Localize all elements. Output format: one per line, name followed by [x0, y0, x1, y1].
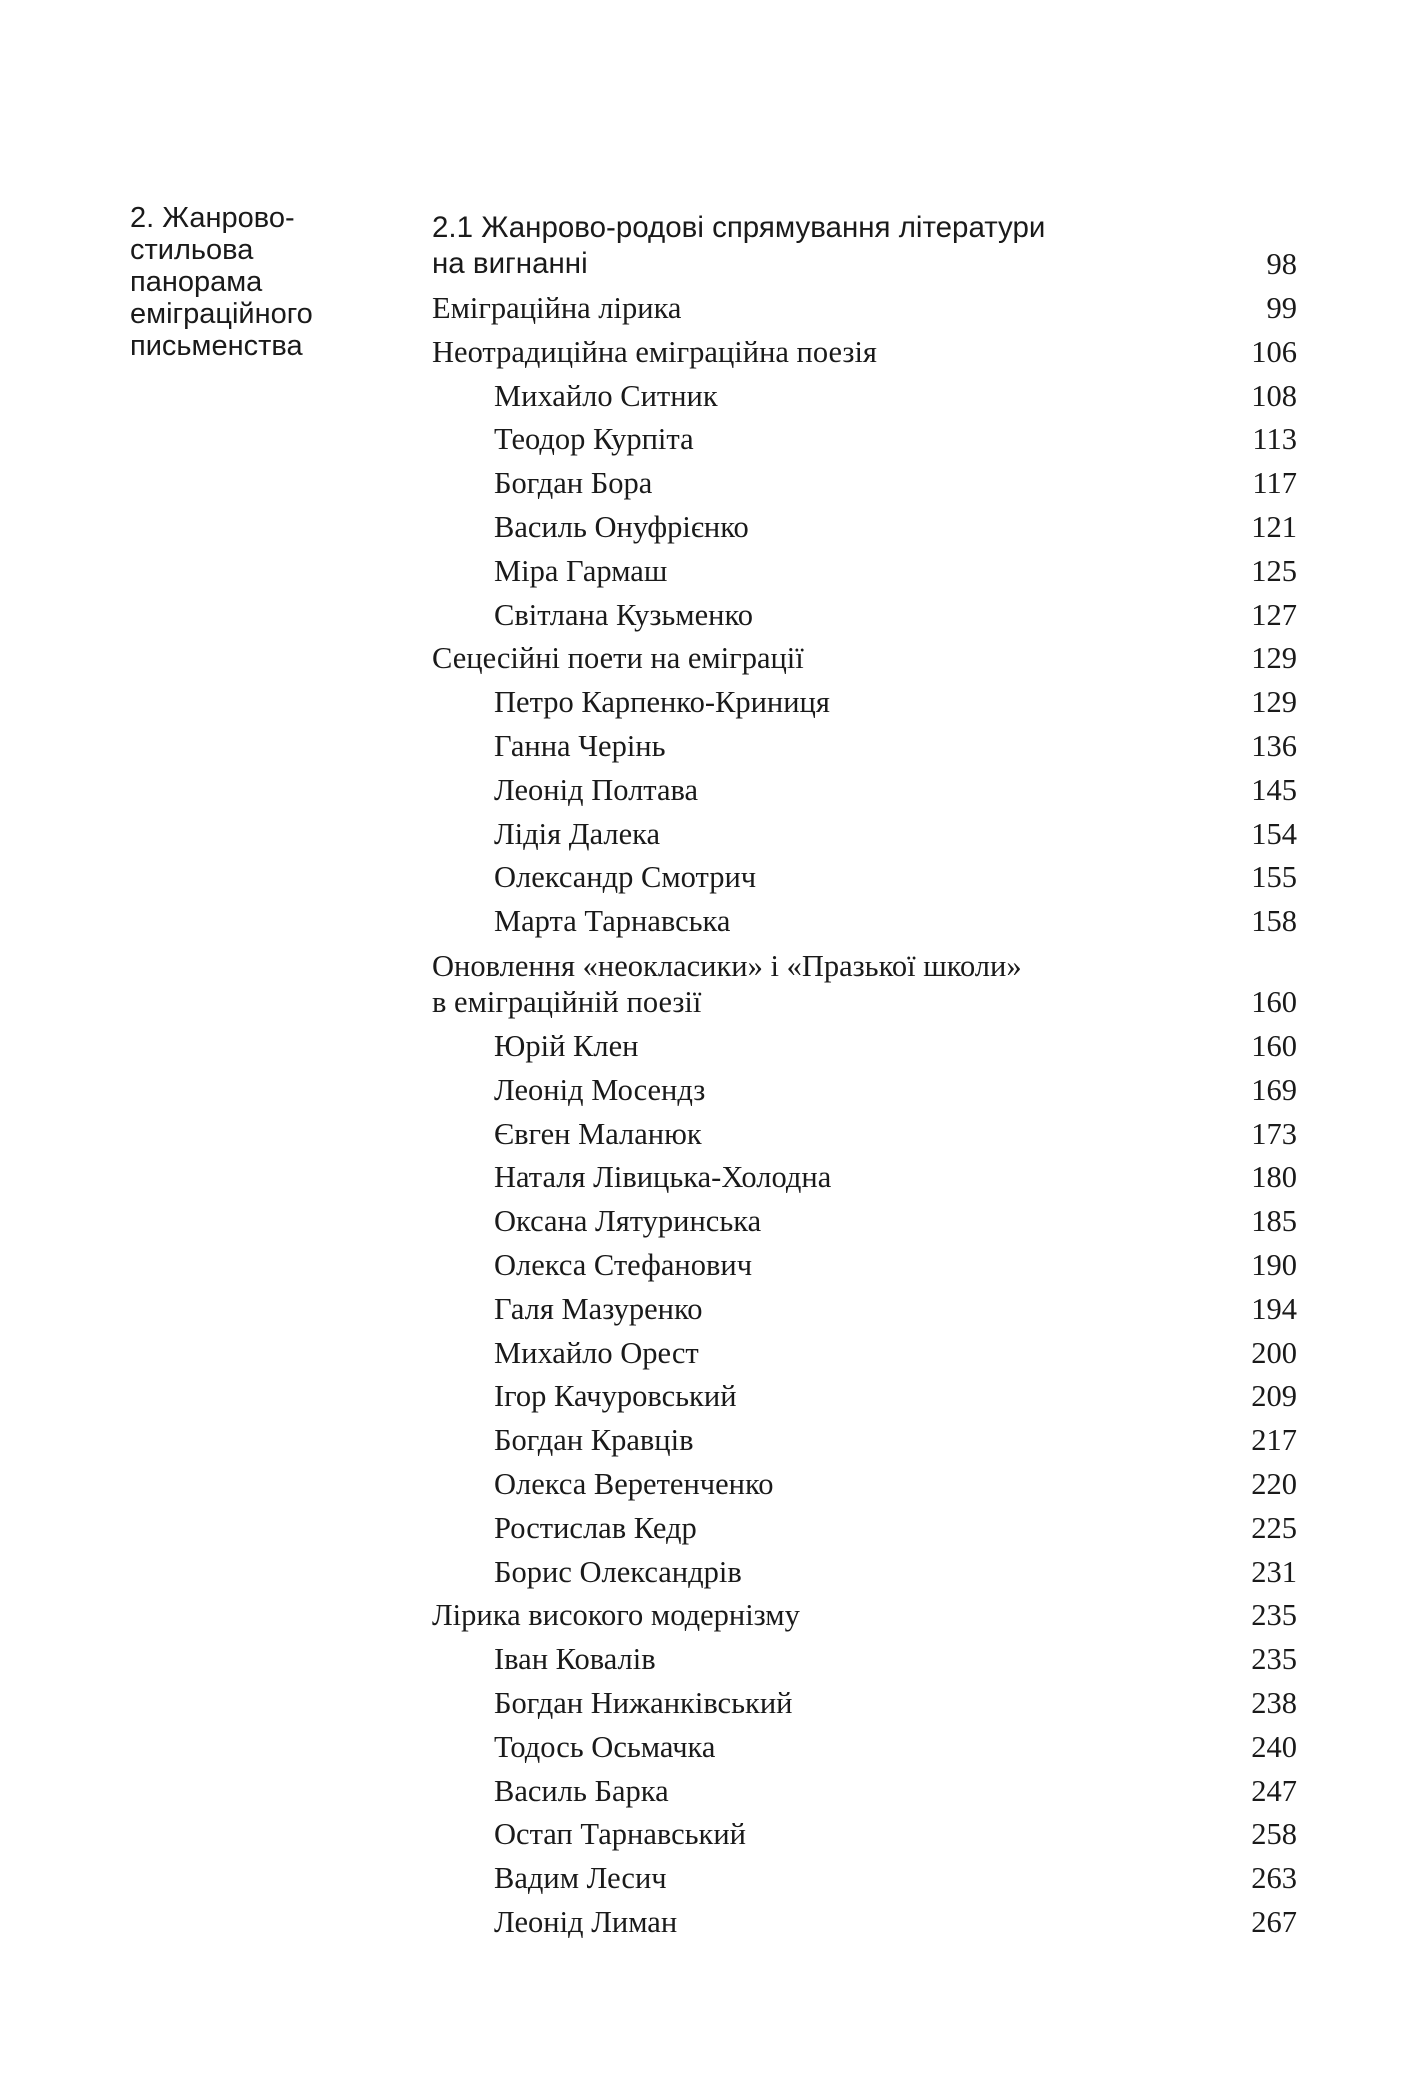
toc-entry-label: Богдан Бора — [494, 466, 653, 501]
toc-page-number: 160 — [1251, 1028, 1297, 1063]
toc-page-number: 127 — [1251, 597, 1297, 632]
toc-page-number: 169 — [1251, 1072, 1297, 1107]
toc-entry-label: Тодось Осьмачка — [494, 1729, 716, 1764]
toc-page-number: 235 — [1251, 1598, 1297, 1633]
toc-entry-label: Оксана Лятуринська — [494, 1204, 762, 1239]
toc-author-entry[interactable] — [432, 1200, 1297, 1244]
toc-page-number: 263 — [1251, 1861, 1297, 1896]
toc-heading-entry[interactable] — [432, 948, 1297, 1020]
toc-entry-label: Міра Гармаш — [494, 553, 668, 588]
toc-page-number: 225 — [1251, 1510, 1297, 1545]
toc-author-entry[interactable] — [432, 1638, 1297, 1682]
toc-author-entry[interactable] — [432, 900, 1297, 944]
toc-page-number: 220 — [1251, 1466, 1297, 1501]
toc-entry-label: Василь Онуфрієнко — [494, 509, 749, 544]
toc-entry-label: Теодор Курпіта — [494, 422, 694, 457]
toc-entry-label: Богдан Кравців — [494, 1423, 694, 1458]
section-title-line: стильова — [130, 234, 254, 266]
toc-author-entry[interactable] — [432, 681, 1297, 725]
toc-author-entry[interactable] — [432, 1375, 1297, 1419]
toc-author-entry[interactable] — [432, 1507, 1297, 1551]
toc-page-number: 136 — [1251, 728, 1297, 763]
section-title — [130, 202, 370, 362]
toc-entry-label: Вадим Лесич — [494, 1861, 667, 1896]
toc-author-entry[interactable] — [432, 375, 1297, 419]
toc-author-entry[interactable] — [432, 725, 1297, 769]
toc-entry-label: Леонід Мосендз — [494, 1072, 706, 1107]
toc-page-number: 209 — [1251, 1379, 1297, 1414]
toc-page-number: 190 — [1251, 1247, 1297, 1282]
toc-author-entry[interactable] — [432, 550, 1297, 594]
toc-entry-label: Світлана Кузьменко — [494, 597, 753, 632]
toc-page-number: 99 — [1266, 291, 1297, 325]
toc-entry-label: Ростислав Кедр — [494, 1510, 697, 1545]
toc-entry-label: 2.1 Жанрово-родові спрямування літератури — [432, 211, 1046, 244]
toc-page-number: 129 — [1251, 685, 1297, 720]
toc-entry-label: Оновлення «неокласики» і «Празької школи» — [432, 948, 1022, 983]
toc-author-entry[interactable] — [432, 1463, 1297, 1507]
toc-entry-label: Галя Мазуренко — [494, 1291, 703, 1326]
toc-entry-label: Лірика високого модернізму — [432, 1598, 800, 1633]
toc-page-number: 129 — [1251, 641, 1297, 676]
toc-page-number: 247 — [1251, 1773, 1297, 1808]
toc-page-number: 98 — [1266, 247, 1297, 281]
toc-heading-entry[interactable] — [432, 331, 1297, 375]
toc-page-number: 185 — [1251, 1204, 1297, 1239]
toc-entry-label: Юрій Клен — [494, 1028, 639, 1063]
toc-entry-label: Сецесійні поети на еміграції — [432, 641, 804, 676]
toc-entry-label: Олександр Смотрич — [494, 860, 757, 895]
toc-page-number: 125 — [1251, 553, 1297, 588]
toc-author-entry[interactable] — [432, 506, 1297, 550]
toc-entry-label: Олекса Веретенченко — [494, 1466, 774, 1501]
toc-page-number: 200 — [1251, 1335, 1297, 1370]
toc-entry-label: Василь Барка — [494, 1773, 669, 1808]
toc-entry-label: Леонід Лиман — [494, 1904, 678, 1939]
toc-page-number: 235 — [1251, 1642, 1297, 1677]
toc-entry-label: Остап Тарнавський — [494, 1817, 746, 1852]
toc-entry-label: Іван Ковалів — [494, 1642, 656, 1677]
toc-author-entry[interactable] — [432, 1419, 1297, 1463]
toc-entry-label: Лідія Далека — [494, 816, 661, 851]
toc-author-entry[interactable] — [432, 813, 1297, 857]
toc-author-entry[interactable] — [432, 1726, 1297, 1770]
toc-author-entry[interactable] — [432, 1244, 1297, 1288]
toc-entry-label: Борис Олександрів — [494, 1554, 742, 1589]
toc-page-number: 113 — [1252, 422, 1297, 457]
toc-entry-label: на вигнанні — [432, 247, 588, 280]
toc-page-number: 155 — [1251, 860, 1297, 895]
toc-author-entry[interactable] — [432, 1332, 1297, 1376]
toc-page-number: 267 — [1251, 1904, 1297, 1939]
toc-heading-entry[interactable] — [432, 637, 1297, 681]
toc-page-number: 217 — [1251, 1423, 1297, 1458]
toc-heading-entry[interactable] — [432, 1594, 1297, 1638]
toc-entry-label: Михайло Орест — [494, 1335, 699, 1370]
toc-page-number: 173 — [1251, 1116, 1297, 1151]
toc-page-number: 106 — [1251, 334, 1297, 369]
toc-entry-label: Ганна Черінь — [494, 728, 666, 763]
toc-heading-entry[interactable] — [432, 287, 1297, 331]
toc-entry-label: Ігор Качуровський — [494, 1379, 737, 1414]
toc-author-entry[interactable] — [432, 1113, 1297, 1157]
toc-author-entry[interactable] — [432, 1156, 1297, 1200]
toc-entry-label: в еміграційній поезії — [432, 984, 702, 1019]
toc-author-entry[interactable] — [432, 1025, 1297, 1069]
toc-author-entry[interactable] — [432, 1813, 1297, 1857]
toc-page-number: 194 — [1251, 1291, 1297, 1326]
toc-author-entry[interactable] — [432, 462, 1297, 506]
toc-entry-label: Олекса Стефанович — [494, 1247, 753, 1282]
toc-page-number: 108 — [1251, 378, 1297, 413]
toc-entry-label: Михайло Ситник — [494, 378, 718, 413]
toc-entry-label: Неотрадиційна еміграційна поезія — [432, 334, 877, 369]
toc-heading-entry[interactable] — [432, 210, 1297, 282]
toc-author-entry[interactable] — [432, 1770, 1297, 1814]
toc-author-entry[interactable] — [432, 856, 1297, 900]
toc-author-entry[interactable] — [432, 1682, 1297, 1726]
toc-page-number: 160 — [1251, 984, 1297, 1019]
toc-entry-label: Євген Маланюк — [494, 1116, 702, 1151]
toc-entry-label: Петро Карпенко-Криниця — [494, 685, 830, 720]
toc-page-number: 238 — [1251, 1685, 1297, 1720]
toc-page-number: 121 — [1251, 509, 1297, 544]
toc-page-number: 240 — [1251, 1729, 1297, 1764]
toc-author-entry[interactable] — [432, 1069, 1297, 1113]
toc-author-entry[interactable] — [432, 1901, 1297, 1945]
toc-author-entry[interactable] — [432, 418, 1297, 462]
table-of-contents — [432, 210, 1297, 1945]
toc-entry-label: Еміграційна лірика — [432, 291, 682, 325]
section-title-line: панорама — [130, 266, 263, 298]
toc-entry-label: Богдан Нижанківський — [494, 1685, 793, 1720]
toc-page-number: 145 — [1251, 772, 1297, 807]
toc-page-number: 258 — [1251, 1817, 1297, 1852]
toc-entry-label: Марта Тарнавська — [494, 904, 731, 939]
toc-page-number: 231 — [1251, 1554, 1297, 1589]
toc-author-entry[interactable] — [432, 594, 1297, 638]
toc-author-entry[interactable] — [432, 1288, 1297, 1332]
toc-entry-label: Леонід Полтава — [494, 772, 699, 807]
section-title-line: еміграційного — [130, 298, 313, 330]
toc-author-entry[interactable] — [432, 769, 1297, 813]
toc-page-number: 180 — [1251, 1160, 1297, 1195]
toc-author-entry[interactable] — [432, 1551, 1297, 1595]
toc-author-entry[interactable] — [432, 1857, 1297, 1901]
toc-page-number: 158 — [1251, 904, 1297, 939]
section-title-line: письменства — [130, 330, 303, 362]
toc-page-number: 154 — [1251, 816, 1297, 851]
toc-entry-label: Наталя Лівицька-Холодна — [494, 1160, 832, 1195]
toc-page-number: 117 — [1252, 466, 1297, 501]
section-title-line: 2. Жанрово- — [130, 202, 295, 234]
